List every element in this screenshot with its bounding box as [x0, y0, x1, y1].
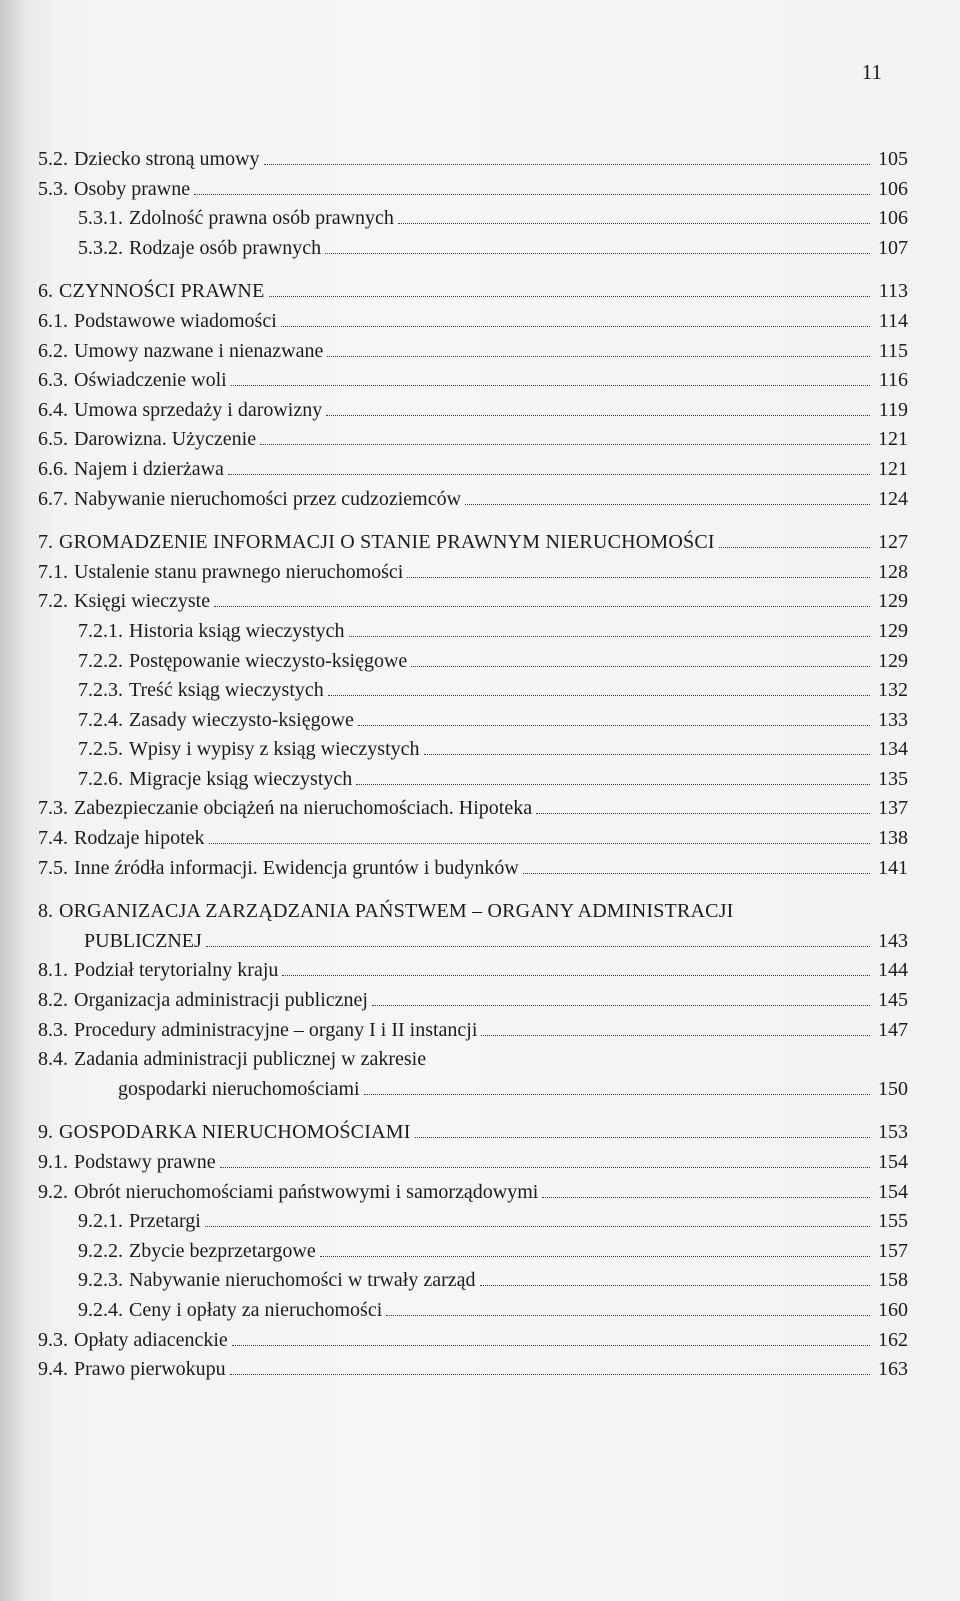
toc-entry — [38, 647, 908, 677]
toc-entry — [38, 1045, 908, 1075]
toc-entry — [38, 1237, 908, 1267]
toc-chapter-entry — [38, 1118, 908, 1148]
dot-leader — [281, 326, 870, 327]
toc-entry-number: 5.2. — [38, 148, 68, 170]
toc-entry-number: 6. — [38, 280, 53, 303]
toc-entry — [38, 145, 908, 175]
page-edge-shadow — [0, 0, 28, 1601]
dot-leader — [542, 1197, 870, 1198]
toc-entry-page: 128 — [878, 560, 908, 583]
dot-leader — [264, 164, 870, 165]
toc-entry — [38, 558, 908, 588]
toc-entry — [38, 587, 908, 617]
toc-entry — [38, 706, 908, 736]
toc-entry — [38, 824, 908, 854]
toc-entry-page: 158 — [878, 1269, 908, 1292]
toc-chapter-entry — [38, 528, 908, 558]
toc-entry-number: 6.5. — [38, 428, 68, 451]
dot-leader — [232, 1345, 870, 1346]
toc-entry-page: 162 — [878, 1328, 908, 1351]
toc-chapter-entry — [38, 897, 908, 927]
toc-entry-number: 7.2.6. — [78, 767, 123, 790]
dot-leader — [480, 1285, 870, 1286]
toc-entry-title: Umowa sprzedaży i darowizny — [74, 398, 323, 421]
toc-entry-number: 7.4. — [38, 827, 68, 850]
toc-entry-page: 133 — [878, 708, 908, 731]
toc-entry-title: Prawo pierwokupu — [74, 1358, 226, 1381]
toc-entry — [38, 794, 908, 824]
toc-entry-number: 9.2.2. — [78, 1239, 123, 1262]
dot-leader — [523, 873, 870, 874]
toc-entry-title: Podział terytorialny kraju — [74, 959, 279, 982]
toc-entry-page: 143 — [878, 929, 908, 952]
dot-leader — [356, 784, 870, 785]
toc-entry-page: 137 — [878, 797, 908, 820]
toc-entry-title-continuation: PUBLICZNEJ — [84, 929, 202, 952]
toc-entry — [38, 366, 908, 396]
toc-entry-page: 155 — [878, 1210, 908, 1233]
toc-entry-page: 153 — [878, 1121, 908, 1144]
toc-entry-title: Księgi wieczyste — [74, 590, 211, 613]
dot-leader — [205, 1226, 870, 1227]
toc-entry-number: 9.2.4. — [78, 1298, 123, 1321]
dot-leader — [424, 754, 871, 755]
toc-entry-number: 8.1. — [38, 959, 68, 982]
toc-entry-number: 8.2. — [38, 989, 68, 1012]
toc-entry-title: CZYNNOŚCI PRAWNE — [59, 280, 265, 303]
toc-entry-page: 144 — [878, 959, 908, 982]
dot-leader — [719, 547, 870, 548]
toc-entry-title: Nabywanie nieruchomości w trwały zarząd — [129, 1269, 476, 1292]
dot-leader — [465, 504, 870, 505]
toc-entry-title: Osoby prawne — [74, 177, 191, 200]
toc-entry-number: 7.2.5. — [78, 738, 123, 761]
toc-chapter-entry — [38, 277, 908, 307]
toc-entry — [38, 425, 908, 455]
dot-leader — [358, 725, 870, 726]
dot-leader — [415, 1137, 870, 1138]
toc-entry-page: 141 — [878, 856, 908, 879]
dot-leader — [328, 695, 870, 696]
dot-leader — [214, 606, 870, 607]
toc-entry-title-continuation: gospodarki nieruchomościami — [118, 1077, 360, 1100]
dot-leader — [325, 253, 870, 254]
toc-entry-title: GOSPODARKA NIERUCHOMOŚCIAMI — [59, 1121, 411, 1144]
dot-leader — [231, 385, 870, 386]
toc-entry — [38, 337, 908, 367]
toc-entry-number: 7.5. — [38, 856, 68, 879]
toc-entry-page: 106 — [878, 207, 908, 230]
toc-entry-title: Rodzaje hipotek — [74, 827, 205, 850]
toc-entry-title: Obrót nieruchomościami państwowymi i samorządowymi — [74, 1180, 539, 1203]
dot-leader — [481, 1035, 870, 1036]
toc-entry-title: Najem i dzierżawa — [74, 457, 224, 480]
toc-entry — [38, 204, 908, 234]
toc-entry — [38, 1178, 908, 1208]
dot-leader — [326, 415, 870, 416]
toc-entry-number: 7. — [38, 531, 53, 554]
toc-entry — [38, 1016, 908, 1046]
toc-entry-title: Zadania administracji publicznej w zakresie — [74, 1048, 427, 1071]
toc-entry-page: 114 — [878, 309, 908, 332]
dot-leader — [228, 474, 870, 475]
toc-entry-number: 6.2. — [38, 339, 68, 362]
dot-leader — [398, 223, 870, 224]
toc-entry-number: 6.4. — [38, 398, 68, 421]
toc-entry — [38, 1296, 908, 1326]
toc-entry-title: Historia ksiąg wieczystych — [129, 619, 345, 642]
toc-entry-title: GROMADZENIE INFORMACJI O STANIE PRAWNYM NIERUCHOMOŚCI — [59, 531, 715, 554]
toc-entry-number: 9.4. — [38, 1358, 68, 1381]
dot-leader — [536, 813, 870, 814]
toc-entry-page: 106 — [878, 177, 908, 200]
toc-entry-page: 113 — [878, 280, 908, 303]
toc-entry-page: 121 — [878, 428, 908, 451]
toc-entry-page: 150 — [878, 1077, 908, 1100]
toc-entry-number: 5.3.1. — [78, 207, 123, 230]
toc-entry-number: 9.2.3. — [78, 1269, 123, 1292]
toc-entry-number: 6.7. — [38, 487, 68, 510]
toc-entry-page: 105 — [878, 148, 908, 170]
toc-entry — [38, 676, 908, 706]
toc-entry — [38, 986, 908, 1016]
toc-entry-continuation — [38, 1075, 908, 1105]
toc-entry-number: 9.3. — [38, 1328, 68, 1351]
toc-entry — [38, 485, 908, 515]
toc-entry-title: Podstawy prawne — [74, 1151, 216, 1173]
toc-entry-title: Umowy nazwane i nienazwane — [74, 339, 324, 362]
toc-entry-number: 7.2. — [38, 590, 68, 613]
toc-entry — [38, 455, 908, 485]
toc-entry-title: Treść ksiąg wieczystych — [129, 679, 324, 702]
toc-entry-page: 154 — [878, 1180, 908, 1203]
toc-entry-title: Darowizna. Użyczenie — [74, 428, 257, 451]
toc-entry-number: 9.2. — [38, 1180, 68, 1203]
dot-leader — [220, 1167, 870, 1168]
dot-leader — [372, 1005, 870, 1006]
toc-entry-title: Zdolność prawna osób prawnych — [129, 207, 394, 230]
toc-entry-page: 145 — [878, 989, 908, 1012]
toc-entry-title: Organizacja administracji publicznej — [74, 989, 368, 1012]
table-of-contents — [38, 145, 908, 1385]
toc-entry-number: 7.2.4. — [78, 708, 123, 731]
toc-entry-number: 7.3. — [38, 797, 68, 820]
toc-entry-number: 7.2.1. — [78, 619, 123, 642]
toc-entry-number: 9.2.1. — [78, 1210, 123, 1233]
toc-entry-number: 9. — [38, 1121, 53, 1144]
toc-entry-page: 163 — [878, 1358, 908, 1381]
dot-leader — [386, 1315, 870, 1316]
toc-entry-number: 6.3. — [38, 369, 68, 392]
toc-entry-number: 8.4. — [38, 1048, 68, 1071]
toc-entry-number: 5.3. — [38, 177, 68, 200]
toc-entry-title: Opłaty adiacenckie — [74, 1328, 228, 1351]
dot-leader — [269, 296, 871, 297]
toc-entry-page: 127 — [878, 531, 908, 554]
toc-entry-title: Zabezpieczanie obciążeń na nieruchomościach. Hipoteka — [74, 797, 533, 820]
toc-entry-number: 8.3. — [38, 1018, 68, 1041]
dot-leader — [364, 1094, 870, 1095]
toc-entry-page: 115 — [878, 339, 908, 362]
toc-entry-number: 8. — [38, 900, 53, 923]
toc-entry-page: 129 — [878, 619, 908, 642]
toc-entry — [38, 396, 908, 426]
toc-entry — [38, 1326, 908, 1356]
toc-entry-title: Wpisy i wypisy z ksiąg wieczystych — [129, 738, 420, 761]
toc-entry-title: Migracje ksiąg wieczystych — [129, 767, 353, 790]
toc-entry-number: 5.3.2. — [78, 236, 123, 259]
page-number: 11 — [861, 60, 882, 84]
toc-entry-number: 6.1. — [38, 309, 68, 332]
toc-entry-title: Zbycie bezprzetargowe — [129, 1239, 316, 1262]
toc-entry-page: 107 — [878, 236, 908, 259]
toc-entry — [38, 1148, 908, 1178]
toc-entry-title: Postępowanie wieczysto-księgowe — [129, 649, 408, 672]
toc-entry-page: 129 — [878, 590, 908, 613]
toc-entry-title: Ustalenie stanu prawnego nieruchomości — [74, 560, 404, 583]
dot-leader — [206, 946, 870, 947]
toc-entry-number: 6.6. — [38, 457, 68, 480]
toc-entry-title: Inne źródła informacji. Ewidencja gruntów i budynków — [74, 856, 519, 879]
toc-entry-page: 135 — [878, 767, 908, 790]
toc-entry-page: 124 — [878, 487, 908, 510]
toc-entry-number: 7.2.3. — [78, 679, 123, 702]
toc-entry — [38, 956, 908, 986]
toc-entry — [38, 175, 908, 205]
toc-entry — [38, 1266, 908, 1296]
toc-entry-title: Oświadczenie woli — [74, 369, 227, 392]
toc-entry-number: 7.1. — [38, 560, 68, 583]
dot-leader — [230, 1374, 870, 1375]
toc-entry-title: Rodzaje osób prawnych — [129, 236, 322, 259]
dot-leader — [320, 1256, 870, 1257]
toc-entry-page: 129 — [878, 649, 908, 672]
toc-entry-title: Przetargi — [129, 1210, 201, 1233]
dot-leader — [194, 194, 870, 195]
toc-entry-number: 7.2.2. — [78, 649, 123, 672]
toc-entry-page: 157 — [878, 1239, 908, 1262]
toc-entry-title: Podstawowe wiadomości — [74, 309, 277, 332]
toc-entry-page: 160 — [878, 1298, 908, 1321]
toc-entry-title: Nabywanie nieruchomości przez cudzoziemców — [74, 487, 462, 510]
toc-entry-continuation — [38, 927, 908, 957]
dot-leader — [327, 356, 870, 357]
toc-entry-page: 121 — [878, 457, 908, 480]
toc-entry — [38, 234, 908, 264]
dot-leader — [407, 577, 870, 578]
toc-entry-page: 138 — [878, 827, 908, 850]
toc-entry — [38, 1355, 908, 1385]
toc-entry-title: ORGANIZACJA ZARZĄDZANIA PAŃSTWEM – ORGANY ADMINISTRACJI — [59, 900, 734, 923]
dot-leader — [260, 444, 870, 445]
toc-entry — [38, 735, 908, 765]
dot-leader — [411, 666, 870, 667]
toc-entry — [38, 617, 908, 647]
dot-leader — [209, 843, 870, 844]
toc-entry-page: 147 — [878, 1018, 908, 1041]
toc-entry — [38, 854, 908, 884]
toc-entry-title: Dziecko stroną umowy — [74, 148, 260, 170]
toc-entry — [38, 765, 908, 795]
toc-entry-title: Procedury administracyjne – organy I i II instancji — [74, 1018, 478, 1041]
toc-entry — [38, 1207, 908, 1237]
toc-entry-page: 119 — [878, 398, 908, 421]
toc-entry-page: 134 — [878, 738, 908, 761]
toc-entry-title: Ceny i opłaty za nieruchomości — [129, 1298, 383, 1321]
toc-entry-number: 9.1. — [38, 1151, 68, 1173]
dot-leader — [349, 636, 871, 637]
dot-leader — [282, 975, 870, 976]
toc-entry-title: Zasady wieczysto-księgowe — [129, 708, 354, 731]
toc-entry-page: 116 — [878, 369, 908, 392]
toc-entry-page: 154 — [878, 1151, 908, 1173]
toc-entry-page: 132 — [878, 679, 908, 702]
toc-entry — [38, 307, 908, 337]
